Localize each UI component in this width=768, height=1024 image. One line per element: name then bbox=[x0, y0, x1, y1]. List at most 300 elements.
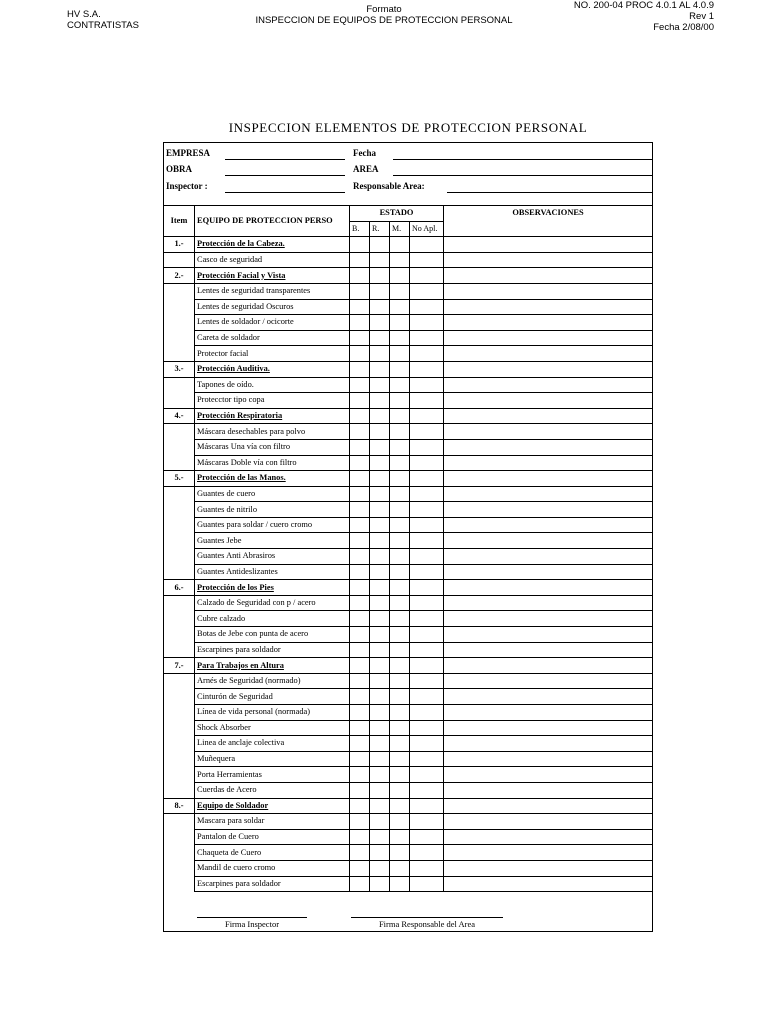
estado-noapl-cell[interactable] bbox=[410, 455, 444, 471]
estado-r-cell[interactable] bbox=[370, 502, 390, 518]
observaciones-cell[interactable] bbox=[444, 673, 653, 689]
estado-m-cell[interactable] bbox=[390, 283, 410, 299]
estado-noapl-cell[interactable] bbox=[410, 486, 444, 502]
estado-noapl-cell[interactable] bbox=[410, 408, 444, 424]
estado-noapl-cell[interactable] bbox=[410, 299, 444, 315]
estado-r-cell[interactable] bbox=[370, 393, 390, 409]
estado-r-cell[interactable] bbox=[370, 845, 390, 861]
estado-r-cell[interactable] bbox=[370, 767, 390, 783]
equipment-name: Lentes de seguridad transparentes bbox=[195, 283, 350, 299]
observaciones-cell[interactable] bbox=[444, 627, 653, 643]
observaciones-cell[interactable] bbox=[444, 439, 653, 455]
estado-b-cell[interactable] bbox=[350, 439, 370, 455]
estado-noapl-cell[interactable] bbox=[410, 517, 444, 533]
estado-m-cell[interactable] bbox=[390, 798, 410, 814]
equipment-name: Calzado de Seguridad con p / acero bbox=[195, 595, 350, 611]
estado-m-cell[interactable] bbox=[390, 658, 410, 674]
estado-b-cell[interactable] bbox=[350, 860, 370, 876]
estado-m-cell[interactable] bbox=[390, 533, 410, 549]
estado-noapl-cell[interactable] bbox=[410, 549, 444, 565]
table-row bbox=[164, 252, 653, 268]
equipment-name: Lentes de seguridad Oscuros bbox=[195, 299, 350, 315]
table-row bbox=[164, 439, 653, 455]
estado-m-cell[interactable] bbox=[390, 299, 410, 315]
estado-noapl-cell[interactable] bbox=[410, 814, 444, 830]
estado-m-cell[interactable] bbox=[390, 767, 410, 783]
estado-noapl-cell[interactable] bbox=[410, 564, 444, 580]
estado-m-cell[interactable] bbox=[390, 252, 410, 268]
observaciones-cell[interactable] bbox=[444, 611, 653, 627]
estado-r-cell[interactable] bbox=[370, 595, 390, 611]
table-row bbox=[164, 705, 653, 721]
estado-noapl-cell[interactable] bbox=[410, 782, 444, 798]
table-row bbox=[164, 330, 653, 346]
estado-m-cell[interactable] bbox=[390, 720, 410, 736]
item-number-cell bbox=[164, 502, 195, 518]
observaciones-cell[interactable] bbox=[444, 595, 653, 611]
estado-r-cell[interactable] bbox=[370, 564, 390, 580]
table-row bbox=[164, 736, 653, 752]
estado-b-cell[interactable] bbox=[350, 424, 370, 440]
format-label: Formato bbox=[366, 4, 402, 15]
equipment-name: Cinturón de Seguridad bbox=[195, 689, 350, 705]
col-estado-header: ESTADO bbox=[350, 206, 444, 222]
table-row bbox=[164, 486, 653, 502]
observaciones-cell[interactable] bbox=[444, 346, 653, 362]
estado-r-cell[interactable] bbox=[370, 814, 390, 830]
estado-m-cell[interactable] bbox=[390, 517, 410, 533]
estado-noapl-cell[interactable] bbox=[410, 533, 444, 549]
estado-b-cell[interactable] bbox=[350, 658, 370, 674]
table-row bbox=[164, 689, 653, 705]
estado-b-cell[interactable] bbox=[350, 330, 370, 346]
area-label: AREA bbox=[353, 164, 379, 174]
observaciones-cell[interactable] bbox=[444, 580, 653, 596]
estado-b-cell[interactable] bbox=[350, 876, 370, 892]
estado-noapl-cell[interactable] bbox=[410, 611, 444, 627]
estado-m-cell[interactable] bbox=[390, 237, 410, 253]
estado-noapl-cell[interactable] bbox=[410, 845, 444, 861]
estado-r-cell[interactable] bbox=[370, 611, 390, 627]
item-number-cell bbox=[164, 814, 195, 830]
estado-m-cell[interactable] bbox=[390, 845, 410, 861]
table-row bbox=[164, 424, 653, 440]
estado-r-cell[interactable] bbox=[370, 705, 390, 721]
estado-r-cell[interactable] bbox=[370, 517, 390, 533]
estado-b-cell[interactable] bbox=[350, 611, 370, 627]
estado-m-cell[interactable] bbox=[390, 361, 410, 377]
equipment-name: Porta Herramientas bbox=[195, 767, 350, 783]
estado-b-cell[interactable] bbox=[350, 829, 370, 845]
estado-b-cell[interactable] bbox=[350, 533, 370, 549]
estado-m-cell[interactable] bbox=[390, 876, 410, 892]
estado-r-cell[interactable] bbox=[370, 299, 390, 315]
estado-noapl-cell[interactable] bbox=[410, 268, 444, 284]
estado-m-cell[interactable] bbox=[390, 736, 410, 752]
estado-b-cell[interactable] bbox=[350, 705, 370, 721]
estado-r-cell[interactable] bbox=[370, 455, 390, 471]
estado-r-cell[interactable] bbox=[370, 268, 390, 284]
observaciones-cell[interactable] bbox=[444, 237, 653, 253]
item-number-cell bbox=[164, 424, 195, 440]
estado-r-cell[interactable] bbox=[370, 860, 390, 876]
item-number-cell bbox=[164, 751, 195, 767]
estado-r-cell[interactable] bbox=[370, 673, 390, 689]
estado-b-cell[interactable] bbox=[350, 782, 370, 798]
table-row bbox=[164, 377, 653, 393]
observaciones-cell[interactable] bbox=[444, 751, 653, 767]
estado-m-cell[interactable] bbox=[390, 549, 410, 565]
group-name: Protección Auditiva. bbox=[195, 361, 350, 377]
equipment-name: Cubre calzado bbox=[195, 611, 350, 627]
equipment-name: Protector facial bbox=[195, 346, 350, 362]
estado-m-cell[interactable] bbox=[390, 673, 410, 689]
table-row bbox=[164, 751, 653, 767]
table-group-row bbox=[164, 580, 653, 596]
estado-m-cell[interactable] bbox=[390, 814, 410, 830]
estado-m-cell[interactable] bbox=[390, 330, 410, 346]
table-row bbox=[164, 627, 653, 643]
estado-m-cell[interactable] bbox=[390, 627, 410, 643]
estado-m-cell[interactable] bbox=[390, 705, 410, 721]
table-row bbox=[164, 767, 653, 783]
group-number: 3.- bbox=[164, 361, 195, 377]
estado-noapl-cell[interactable] bbox=[410, 361, 444, 377]
observaciones-cell[interactable] bbox=[444, 330, 653, 346]
estado-r-cell[interactable] bbox=[370, 533, 390, 549]
estado-r-cell[interactable] bbox=[370, 330, 390, 346]
estado-r-cell[interactable] bbox=[370, 424, 390, 440]
estado-r-cell[interactable] bbox=[370, 408, 390, 424]
responsable-signature-line[interactable] bbox=[351, 917, 503, 918]
estado-b-cell[interactable] bbox=[350, 595, 370, 611]
estado-m-cell[interactable] bbox=[390, 455, 410, 471]
responsable-field[interactable] bbox=[447, 192, 652, 193]
empresa-field[interactable] bbox=[225, 159, 345, 160]
estado-r-cell[interactable] bbox=[370, 580, 390, 596]
observaciones-cell[interactable] bbox=[444, 736, 653, 752]
estado-m-cell[interactable] bbox=[390, 268, 410, 284]
estado-r-cell[interactable] bbox=[370, 252, 390, 268]
item-number-cell bbox=[164, 330, 195, 346]
estado-r-cell[interactable] bbox=[370, 627, 390, 643]
estado-b-cell[interactable] bbox=[350, 268, 370, 284]
equipment-name: Pantalon de Cuero bbox=[195, 829, 350, 845]
observaciones-cell[interactable] bbox=[444, 455, 653, 471]
estado-noapl-cell[interactable] bbox=[410, 502, 444, 518]
table-row bbox=[164, 720, 653, 736]
estado-b-cell[interactable] bbox=[350, 283, 370, 299]
observaciones-cell[interactable] bbox=[444, 424, 653, 440]
estado-b-cell[interactable] bbox=[350, 346, 370, 362]
group-number: 6.- bbox=[164, 580, 195, 596]
estado-noapl-cell[interactable] bbox=[410, 876, 444, 892]
estado-noapl-cell[interactable] bbox=[410, 252, 444, 268]
observaciones-cell[interactable] bbox=[444, 689, 653, 705]
estado-noapl-cell[interactable] bbox=[410, 720, 444, 736]
estado-b-cell[interactable] bbox=[350, 627, 370, 643]
equipment-name: Guantes Jebe bbox=[195, 533, 350, 549]
estado-r-cell[interactable] bbox=[370, 720, 390, 736]
col-equipo-header: EQUIPO DE PROTECCION PERSO bbox=[195, 206, 350, 237]
estado-r-cell[interactable] bbox=[370, 486, 390, 502]
table-row bbox=[164, 455, 653, 471]
estado-noapl-cell[interactable] bbox=[410, 346, 444, 362]
estado-r-cell[interactable] bbox=[370, 642, 390, 658]
table-row bbox=[164, 533, 653, 549]
estado-b-cell[interactable] bbox=[350, 798, 370, 814]
estado-r-cell[interactable] bbox=[370, 782, 390, 798]
group-name: Protección Respiratoria bbox=[195, 408, 350, 424]
estado-m-cell[interactable] bbox=[390, 860, 410, 876]
estado-b-header: B. bbox=[350, 221, 370, 237]
inspector-field[interactable] bbox=[225, 192, 345, 193]
estado-r-cell[interactable] bbox=[370, 315, 390, 331]
estado-b-cell[interactable] bbox=[350, 720, 370, 736]
item-number-cell bbox=[164, 283, 195, 299]
item-number-cell bbox=[164, 876, 195, 892]
estado-noapl-cell[interactable] bbox=[410, 767, 444, 783]
area-field[interactable] bbox=[393, 175, 652, 176]
estado-m-cell[interactable] bbox=[390, 564, 410, 580]
obra-label: OBRA bbox=[166, 164, 193, 174]
estado-noapl-cell[interactable] bbox=[410, 751, 444, 767]
col-item-header: Item bbox=[164, 206, 195, 237]
observaciones-cell[interactable] bbox=[444, 361, 653, 377]
estado-noapl-cell[interactable] bbox=[410, 673, 444, 689]
group-name: Protección de los Pies bbox=[195, 580, 350, 596]
estado-r-cell[interactable] bbox=[370, 361, 390, 377]
table-row bbox=[164, 517, 653, 533]
observaciones-cell[interactable] bbox=[444, 502, 653, 518]
item-number-cell bbox=[164, 393, 195, 409]
estado-b-cell[interactable] bbox=[350, 471, 370, 487]
col-observaciones-header: OBSERVACIONES bbox=[444, 206, 653, 237]
observaciones-cell[interactable] bbox=[444, 798, 653, 814]
observaciones-cell[interactable] bbox=[444, 767, 653, 783]
observaciones-cell[interactable] bbox=[444, 720, 653, 736]
format-name: INSPECCION DE EQUIPOS DE PROTECCION PERSONAL bbox=[255, 15, 513, 26]
estado-m-cell[interactable] bbox=[390, 315, 410, 331]
table-group-row bbox=[164, 798, 653, 814]
item-number-cell bbox=[164, 673, 195, 689]
observaciones-cell[interactable] bbox=[444, 252, 653, 268]
estado-b-cell[interactable] bbox=[350, 408, 370, 424]
estado-noapl-cell[interactable] bbox=[410, 798, 444, 814]
estado-r-cell[interactable] bbox=[370, 798, 390, 814]
estado-b-cell[interactable] bbox=[350, 237, 370, 253]
item-number-cell bbox=[164, 299, 195, 315]
estado-b-cell[interactable] bbox=[350, 689, 370, 705]
observaciones-cell[interactable] bbox=[444, 876, 653, 892]
estado-m-cell[interactable] bbox=[390, 424, 410, 440]
group-name: Para Trabajos en Altura bbox=[195, 658, 350, 674]
observaciones-cell[interactable] bbox=[444, 517, 653, 533]
estado-noapl-cell[interactable] bbox=[410, 595, 444, 611]
equipment-name: Guantes para soldar / cuero cromo bbox=[195, 517, 350, 533]
estado-b-cell[interactable] bbox=[350, 299, 370, 315]
estado-noapl-cell[interactable] bbox=[410, 377, 444, 393]
observaciones-cell[interactable] bbox=[444, 393, 653, 409]
group-name: Protección de las Manos. bbox=[195, 471, 350, 487]
estado-r-cell[interactable] bbox=[370, 876, 390, 892]
estado-b-cell[interactable] bbox=[350, 502, 370, 518]
estado-b-cell[interactable] bbox=[350, 767, 370, 783]
estado-m-cell[interactable] bbox=[390, 471, 410, 487]
estado-m-cell[interactable] bbox=[390, 346, 410, 362]
observaciones-cell[interactable] bbox=[444, 377, 653, 393]
estado-b-cell[interactable] bbox=[350, 845, 370, 861]
table-group-row bbox=[164, 408, 653, 424]
fecha-field[interactable] bbox=[393, 159, 652, 160]
observaciones-cell[interactable] bbox=[444, 299, 653, 315]
estado-m-cell[interactable] bbox=[390, 486, 410, 502]
estado-r-cell[interactable] bbox=[370, 751, 390, 767]
estado-m-cell[interactable] bbox=[390, 595, 410, 611]
estado-r-cell[interactable] bbox=[370, 658, 390, 674]
estado-b-cell[interactable] bbox=[350, 736, 370, 752]
observaciones-cell[interactable] bbox=[444, 814, 653, 830]
estado-noapl-cell[interactable] bbox=[410, 330, 444, 346]
table-row bbox=[164, 549, 653, 565]
estado-m-cell[interactable] bbox=[390, 782, 410, 798]
estado-b-cell[interactable] bbox=[350, 564, 370, 580]
estado-noapl-cell[interactable] bbox=[410, 642, 444, 658]
estado-noapl-cell[interactable] bbox=[410, 393, 444, 409]
estado-m-cell[interactable] bbox=[390, 642, 410, 658]
observaciones-cell[interactable] bbox=[444, 533, 653, 549]
estado-m-cell[interactable] bbox=[390, 829, 410, 845]
observaciones-cell[interactable] bbox=[444, 829, 653, 845]
estado-b-cell[interactable] bbox=[350, 580, 370, 596]
estado-r-cell[interactable] bbox=[370, 829, 390, 845]
observaciones-cell[interactable] bbox=[444, 658, 653, 674]
observaciones-cell[interactable] bbox=[444, 549, 653, 565]
observaciones-cell[interactable] bbox=[444, 486, 653, 502]
estado-m-cell[interactable] bbox=[390, 751, 410, 767]
estado-r-cell[interactable] bbox=[370, 237, 390, 253]
estado-r-cell[interactable] bbox=[370, 549, 390, 565]
estado-r-cell[interactable] bbox=[370, 346, 390, 362]
item-number-cell bbox=[164, 782, 195, 798]
estado-noapl-cell[interactable] bbox=[410, 627, 444, 643]
equipment-name: Lentes de soldador / ocicorte bbox=[195, 315, 350, 331]
estado-b-cell[interactable] bbox=[350, 517, 370, 533]
estado-noapl-cell[interactable] bbox=[410, 860, 444, 876]
estado-noapl-cell[interactable] bbox=[410, 829, 444, 845]
estado-b-cell[interactable] bbox=[350, 377, 370, 393]
estado-b-cell[interactable] bbox=[350, 549, 370, 565]
equipment-name: Chaqueta de Cuero bbox=[195, 845, 350, 861]
equipment-name: Protecctor tipo copa bbox=[195, 393, 350, 409]
estado-b-cell[interactable] bbox=[350, 361, 370, 377]
estado-b-cell[interactable] bbox=[350, 315, 370, 331]
obra-field[interactable] bbox=[225, 175, 345, 176]
observaciones-cell[interactable] bbox=[444, 471, 653, 487]
observaciones-cell[interactable] bbox=[444, 705, 653, 721]
table-row bbox=[164, 611, 653, 627]
table-row bbox=[164, 814, 653, 830]
observaciones-cell[interactable] bbox=[444, 564, 653, 580]
estado-b-cell[interactable] bbox=[350, 252, 370, 268]
observaciones-cell[interactable] bbox=[444, 642, 653, 658]
estado-m-cell[interactable] bbox=[390, 502, 410, 518]
item-number-cell bbox=[164, 486, 195, 502]
table-group-row bbox=[164, 268, 653, 284]
estado-m-cell[interactable] bbox=[390, 393, 410, 409]
estado-noapl-cell[interactable] bbox=[410, 283, 444, 299]
estado-b-cell[interactable] bbox=[350, 642, 370, 658]
estado-noapl-cell[interactable] bbox=[410, 580, 444, 596]
equipment-name: Escarpines para soldador bbox=[195, 876, 350, 892]
estado-b-cell[interactable] bbox=[350, 673, 370, 689]
observaciones-cell[interactable] bbox=[444, 268, 653, 284]
table-row bbox=[164, 876, 653, 892]
observaciones-cell[interactable] bbox=[444, 782, 653, 798]
estado-b-cell[interactable] bbox=[350, 486, 370, 502]
estado-m-cell[interactable] bbox=[390, 377, 410, 393]
estado-r-cell[interactable] bbox=[370, 283, 390, 299]
observaciones-cell[interactable] bbox=[444, 860, 653, 876]
observaciones-cell[interactable] bbox=[444, 845, 653, 861]
estado-noapl-cell[interactable] bbox=[410, 658, 444, 674]
estado-noapl-cell[interactable] bbox=[410, 705, 444, 721]
table-row bbox=[164, 642, 653, 658]
item-number-cell bbox=[164, 564, 195, 580]
estado-noapl-cell[interactable] bbox=[410, 315, 444, 331]
equipment-name: Escarpines para soldador bbox=[195, 642, 350, 658]
table-group-row bbox=[164, 237, 653, 253]
item-number-cell bbox=[164, 533, 195, 549]
estado-m-cell[interactable] bbox=[390, 611, 410, 627]
estado-noapl-cell[interactable] bbox=[410, 471, 444, 487]
observaciones-cell[interactable] bbox=[444, 408, 653, 424]
estado-r-cell[interactable] bbox=[370, 689, 390, 705]
estado-b-cell[interactable] bbox=[350, 393, 370, 409]
inspector-signature-line[interactable] bbox=[197, 917, 307, 918]
inspection-table bbox=[163, 205, 653, 892]
estado-noapl-cell[interactable] bbox=[410, 439, 444, 455]
item-number-cell bbox=[164, 627, 195, 643]
estado-m-cell[interactable] bbox=[390, 408, 410, 424]
estado-b-cell[interactable] bbox=[350, 751, 370, 767]
estado-b-cell[interactable] bbox=[350, 455, 370, 471]
estado-m-cell[interactable] bbox=[390, 689, 410, 705]
estado-noapl-cell[interactable] bbox=[410, 237, 444, 253]
estado-noapl-cell[interactable] bbox=[410, 736, 444, 752]
estado-b-cell[interactable] bbox=[350, 814, 370, 830]
estado-r-cell[interactable] bbox=[370, 377, 390, 393]
observaciones-cell[interactable] bbox=[444, 283, 653, 299]
table-row bbox=[164, 393, 653, 409]
estado-noapl-cell[interactable] bbox=[410, 424, 444, 440]
equipment-name: Mascara para soldar bbox=[195, 814, 350, 830]
estado-r-cell[interactable] bbox=[370, 439, 390, 455]
page-title: INSPECCION ELEMENTOS DE PROTECCION PERSONAL bbox=[228, 120, 588, 135]
estado-m-cell[interactable] bbox=[390, 580, 410, 596]
group-number: 4.- bbox=[164, 408, 195, 424]
table-row bbox=[164, 860, 653, 876]
estado-r-cell[interactable] bbox=[370, 471, 390, 487]
item-number-cell bbox=[164, 860, 195, 876]
table-row bbox=[164, 564, 653, 580]
table-row bbox=[164, 673, 653, 689]
observaciones-cell[interactable] bbox=[444, 315, 653, 331]
estado-m-cell[interactable] bbox=[390, 439, 410, 455]
doc-revision: Rev 1 bbox=[689, 11, 714, 22]
estado-noapl-cell[interactable] bbox=[410, 689, 444, 705]
estado-r-cell[interactable] bbox=[370, 736, 390, 752]
